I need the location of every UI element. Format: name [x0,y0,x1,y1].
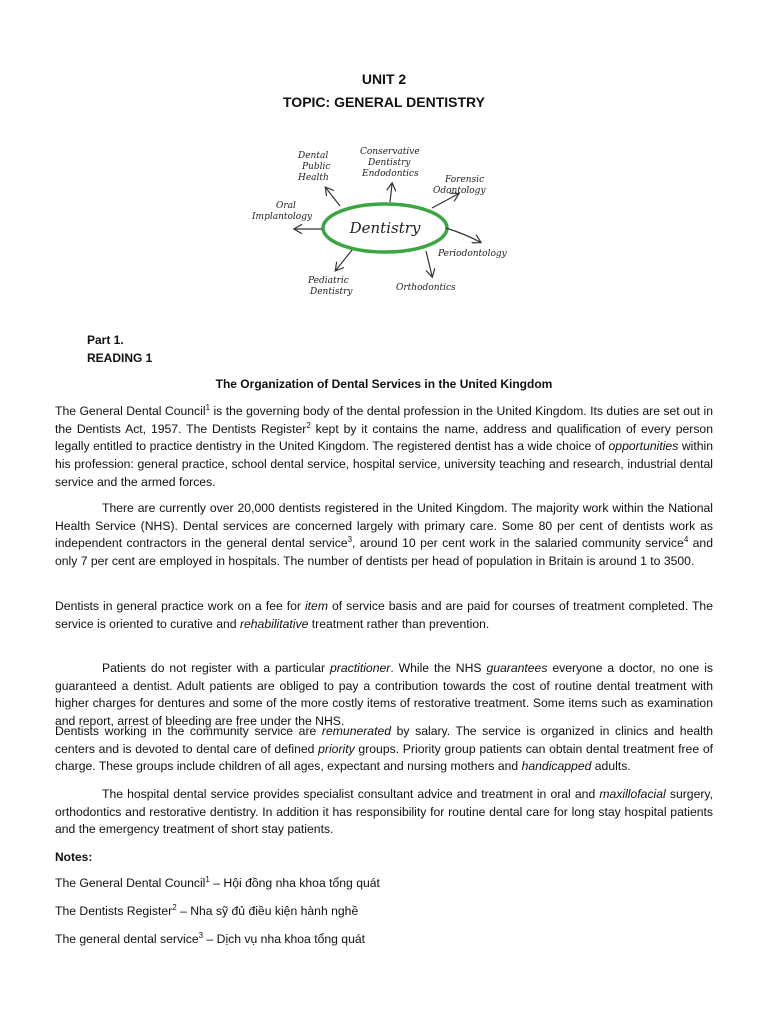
label-forensic [433,175,486,196]
label-dental-public-health [297,151,330,183]
note-item: The general dental service$^3$ – Dịch vụ nha khoa tổng quát [55,930,366,946]
part-label: Part 1. [87,333,124,347]
svg-text:Oral: Oral [276,201,296,211]
dentistry-diagram [240,138,540,308]
paragraph-3: Dentists in general practice work on a fee for item of service basis and are paid for courses of treatment completed. The service is oriented to curative and rehabilitative treatment rather than prevention. [55,599,713,631]
svg-text:Pediatric: Pediatric [308,276,349,286]
label-orthodontics: Orthodontics [396,283,456,293]
svg-text:Public: Public [302,162,331,172]
notes-heading: Notes: [55,850,93,864]
svg-text:Odontology: Odontology [433,186,486,196]
label-periodontology: Periodontology [438,249,507,259]
svg-text:Implantology: Implantology [252,212,313,222]
arrow-orthodontics [426,251,432,276]
svg-text:Endodontics: Endodontics [362,169,419,179]
arrow-pediatric [336,250,352,270]
svg-text:Health: Health [298,173,329,183]
label-pediatric [307,276,353,297]
svg-text:Dentistry: Dentistry [310,287,353,297]
paragraph-1: The General Dental Council$^1$ is the governing body of the dental profession in the United Kingdom. Its duties are set out in the Dentists Act, 1957. The Dentists Register$^2$ kept by it contains the name, address and qualification of every person legally entitled to practice dentistry in the United Kingdom. The registered dentist has a wide choice of opportunities within his profession: general practice, school dental service, hospital service, university teaching and research, industrial dental service and the armed forces. [55,402,713,489]
paragraph-4: Patients do not register with a particular practitioner. While the NHS guarantees everyone a doctor, no one is guaranteed a dentist. Adult patients are obliged to pay a contribution towards the cost of routine dental treatment with higher charges for dentures and some of the more costly items of restorative treatment. Some items such as examination and report, arrest of bleeding are free under the NHS. [55,661,713,729]
topic-heading: TOPIC: GENERAL DENTISTRY [283,94,485,110]
note-item: The General Dental Council$^1$ – Hội đồng nha khoa tổng quát [55,874,380,890]
arrow-public-health [326,188,340,206]
center-label: Dentistry [349,219,421,237]
svg-text:Forensic: Forensic [445,175,485,185]
arrow-forensic [432,194,458,208]
paragraph-2: There are currently over 20,000 dentists registered in the United Kingdom. The majority work within the National Health Service (NHS). Dental services are concerned largely with primary care. Some 80 per cent of dentists work as independent contractors in the general dental service$^3$, around 10 per cent work in the salaried community service$^4$ and only 7 per cent are employed in hospitals. The number of dentists per head of population in Britain is around 1 to 3500. [55,501,713,569]
label-conservative [360,147,420,179]
svg-text:Dental: Dental [298,151,329,161]
arrow-conservative [390,184,392,202]
svg-text:Dentistry: Dentistry [368,158,411,168]
paragraph-6: The hospital dental service provides specialist consultant advice and treatment in oral and maxillofacial surgery, orthodontics and restorative dentistry. In addition it has responsibility for routine dental care for long stay hospital patients and the emergency treatment of short stay patients. [55,787,713,837]
arrow-periodontology [446,228,480,242]
reading-label: READING 1 [87,351,153,365]
paragraph-5: Dentists working in the community service are remunerated by salary. The service is organized in clinics and health centers and is devoted to dental care of defined priority groups. Priority group patients can obtain dental treatment free of charge. These groups include children of all ages, expectant and nursing mothers and handicapped adults. [55,724,713,774]
label-oral-implantology [251,201,313,222]
unit-heading: UNIT 2 [361,71,407,87]
svg-text:Conservative: Conservative [360,147,420,157]
article-title: The Organization of Dental Services in the United Kingdom [215,377,553,391]
note-item: The Dentists Register$^2$ – Nha sỹ đủ điều kiện hành nghề [55,902,359,918]
